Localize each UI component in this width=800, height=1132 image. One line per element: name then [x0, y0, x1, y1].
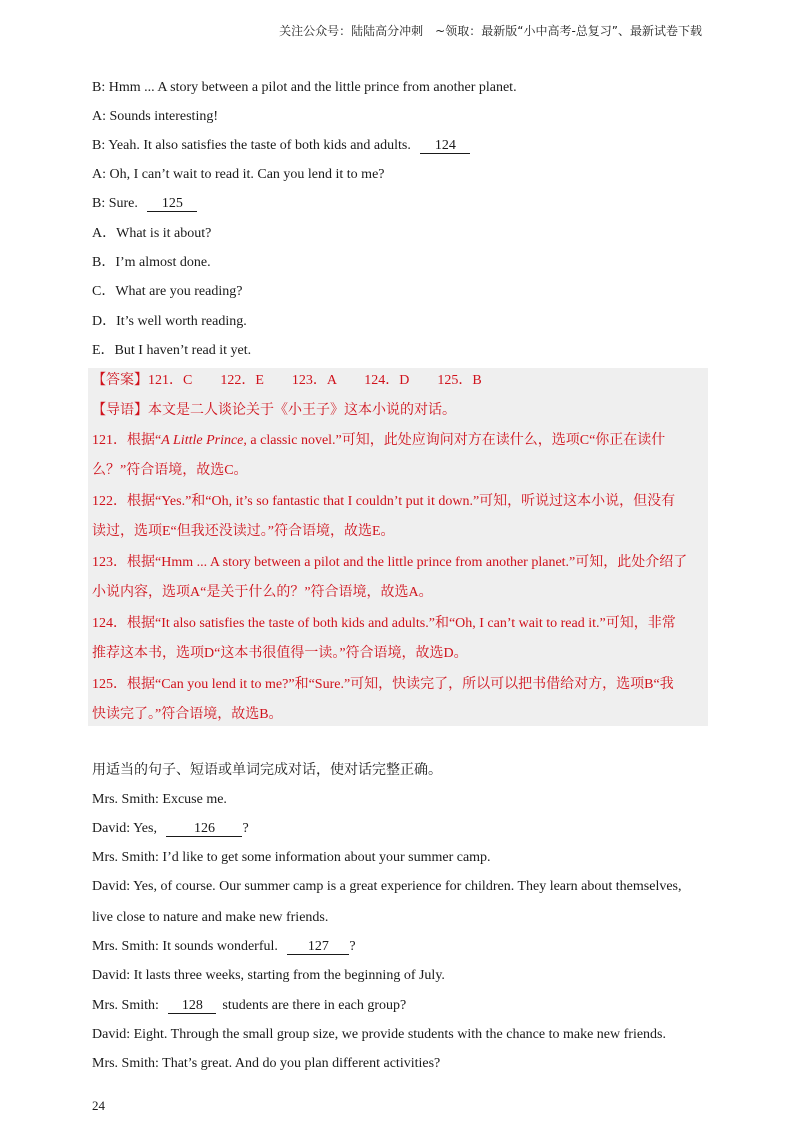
dialogue-line — [92, 997, 406, 1015]
answer-key: 【答案】121．C 122．E 123．A 124．D 125．B — [92, 373, 482, 388]
dialogue-line — [92, 938, 356, 956]
blank-126: 126 — [166, 821, 242, 837]
explanation-125: 125．根据“Can you lend it to me?”和“Sure.”可知，快读完了，所以可以把书借给对方，选项B“我 — [92, 677, 674, 692]
explanation-124: 124．根据“It also satisfies the taste of both kids and adults.”和“Oh, I can’t wait to read it.”可知，非常 — [92, 616, 676, 631]
dialogue-text: David: Yes, — [92, 821, 157, 836]
page-number: 24 — [92, 1098, 105, 1113]
book-title: A Little Prince — [161, 433, 244, 448]
dialogue-text: ? — [242, 821, 249, 836]
explanation-125-cont: 快读完了。”符合语境，故选B。 — [92, 707, 283, 722]
explanation-122-cont: 读过，选项E“但我还没读过。”符合语境，故选E。 — [92, 524, 395, 539]
dialogue-text: B: Yeah. It also satisfies the taste of both kids and adults. — [92, 138, 411, 153]
blank-128: 128 — [168, 998, 216, 1014]
dialogue-line: A: Sounds interesting! — [92, 109, 218, 124]
dialogue-line: Mrs. Smith: I’d like to get some information about your summer camp. — [92, 850, 491, 865]
option-d: D．It’s well worth reading. — [92, 314, 247, 329]
dialogue-line — [92, 137, 470, 155]
dialogue-line: David: Eight. Through the small group size, we provide students with the chance to make new friends. — [92, 1027, 666, 1042]
page-header: 关注公众号：陆陆高分冲刺 ~领取：最新版“小中高考-总复习”、最新试卷下载 — [279, 24, 702, 38]
explanation-122: 122．根据“Yes.”和“Oh, it’s so fantastic that I couldn’t put it down.”可知，听说过这本小说，但没有 — [92, 494, 676, 509]
blank-124: 124 — [420, 138, 470, 154]
blank-127: 127 — [287, 939, 349, 955]
dialogue-line — [92, 820, 249, 838]
explanation-123: 123．根据“Hmm ... A story between a pilot and the little prince from another planet.”可知，此处介绍了 — [92, 555, 688, 570]
dialogue-line: David: It lasts three weeks, starting from the beginning of July. — [92, 968, 445, 983]
answer-guide: 【导语】本文是二人谈论关于《小王子》这本小说的对话。 — [92, 403, 456, 418]
dialogue-line: A: Oh, I can’t wait to read it. Can you lend it to me? — [92, 167, 385, 182]
dialogue-text: students are there in each group? — [222, 998, 407, 1013]
dialogue-line: David: Yes, of course. Our summer camp is a great experience for children. They learn about themselves, — [92, 879, 682, 894]
dialogue-line: live close to nature and make new friends. — [92, 910, 329, 925]
option-e: E．But I haven’t read it yet. — [92, 343, 252, 358]
explanation-123-cont: 小说内容，选项A“是关于什么的？”符合语境，故选A。 — [92, 585, 433, 600]
explanation-121 — [92, 432, 665, 450]
explanation-text: 121．根据“ — [92, 433, 162, 448]
explanation-text: , a classic novel.”可知，此处应询问对方在读什么，选项C“你正在读什 — [243, 433, 666, 448]
option-b: B．I’m almost done. — [92, 255, 211, 270]
option-c: C．What are you reading? — [92, 284, 243, 299]
blank-125: 125 — [147, 196, 197, 212]
dialogue-text: Mrs. Smith: — [92, 998, 159, 1013]
answer-box — [88, 368, 708, 726]
dialogue-text: B: Sure. — [92, 196, 138, 211]
dialogue-text: ? — [349, 939, 356, 954]
dialogue-line — [92, 195, 197, 213]
section-instruction: 用适当的句子、短语或单词完成对话，使对话完整正确。 — [92, 763, 442, 778]
explanation-124-cont: 推荐这本书，选项D“这本书很值得一读。”符合语境，故选D。 — [92, 646, 468, 661]
dialogue-line: B: Hmm ... A story between a pilot and the little prince from another planet. — [92, 80, 517, 95]
option-a: A．What is it about? — [92, 226, 212, 241]
dialogue-text: Mrs. Smith: It sounds wonderful. — [92, 939, 278, 954]
explanation-121-cont: 么？”符合语境，故选C。 — [92, 463, 248, 478]
dialogue-line: Mrs. Smith: That’s great. And do you plan different activities? — [92, 1056, 441, 1071]
dialogue-line: Mrs. Smith: Excuse me. — [92, 792, 227, 807]
